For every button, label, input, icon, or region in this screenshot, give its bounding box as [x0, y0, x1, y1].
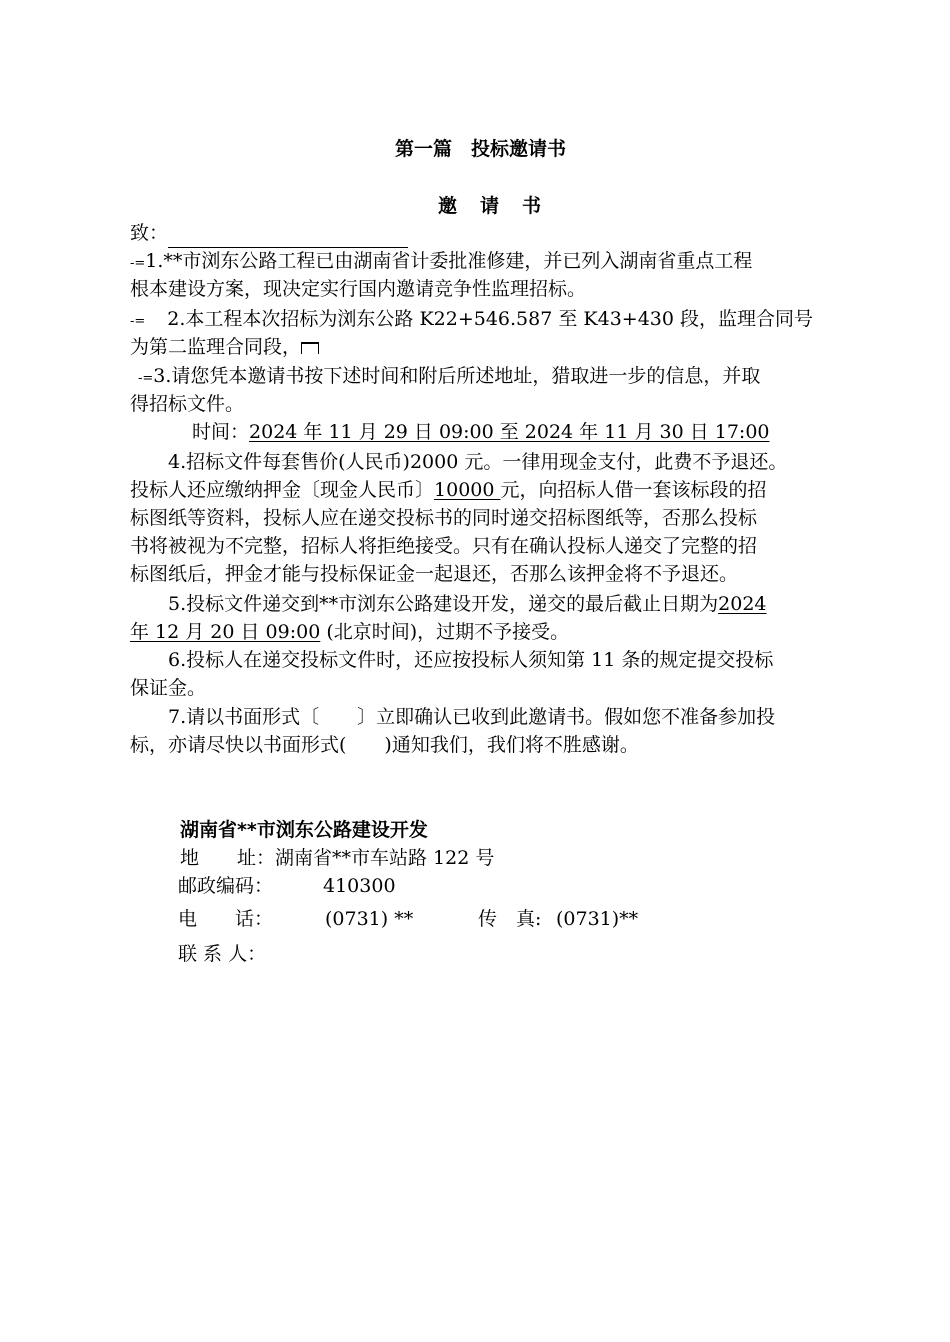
recipient-line [130, 219, 408, 248]
field-mark: -= [130, 314, 146, 329]
fax-value: (0731)** [556, 908, 639, 930]
para-3-line-2: 得招标文件。 [130, 393, 245, 415]
deadline-year: 2024 [718, 593, 767, 615]
para-2-text-2: 为第二监理合同段， [130, 336, 302, 358]
para-5-text-2: (北京时间)，过期不予接受。 [320, 621, 570, 643]
recipient-blank [168, 229, 408, 248]
para-2-text-1: 2.本工程本次招标为浏东公路 K22+546.587 至 K43+430 段，监理合同号 [167, 308, 814, 330]
part-title: 第一篇 投标邀请书 [395, 138, 567, 160]
para-7-line-1: 7.请以书面形式〔 〕立即确认已收到此邀请书。假如您不准备参加投 [168, 706, 776, 728]
para-4-line-4: 书将被视为不完整，招标人将拒绝接受。只有在确认投标人递交了完整的招 [130, 535, 758, 557]
para-4-text-2b: 元，向招标人借一套该标段的招 [500, 479, 767, 501]
time-value: 2024 年 11 月 29 日 09:00 至 2024 年 11 月 30 日 17:00 [249, 421, 770, 443]
address-label: 地 址： [180, 847, 276, 869]
to-label: 致： [130, 222, 169, 244]
deadline-date: 年 12 月 20 日 09:00 [130, 621, 321, 643]
phone-value: (0731) ** [325, 908, 414, 930]
field-bracket-icon [301, 342, 319, 354]
para-6-line-2: 保证金。 [130, 677, 207, 699]
fax-label: 传 真: [478, 908, 542, 930]
para-4-line-2 [130, 476, 767, 505]
contact-label: 联 系 人： [178, 943, 267, 965]
para-7-line-2: 标，亦请尽快以书面形式( )通知我们，我们将不胜感谢。 [130, 734, 639, 756]
org-name: 湖南省**市浏东公路建设开发 [180, 819, 428, 841]
para-5-line-2 [130, 618, 569, 647]
para-6-line-1: 6.投标人在递交投标文件时，还应按投标人须知第 11 条的规定提交投标 [168, 649, 774, 671]
para-3-line-1 [138, 362, 760, 393]
para-4-line-5: 标图纸后，押金才能与投标保证金一起退还，否那么该押金将不予退还。 [130, 563, 739, 585]
para-1-line-1 [130, 247, 752, 278]
para-1-text-1: 1.**市浏东公路工程已由湖南省计委批准修建，并已列入湖南省重点工程 [145, 250, 753, 272]
deposit-amount: 10000 [434, 479, 501, 501]
time-label: 时间： [192, 421, 250, 443]
field-mark: -= [130, 256, 146, 271]
para-4-line-3: 标图纸等资料，投标人应在递交投标书的同时递交招标图纸等，否那么投标 [130, 507, 758, 529]
para-5-text-1: 5.投标文件递交到**市浏东公路建设开发，递交的最后截止日期为 [168, 593, 719, 615]
address-value: 湖南省**市车站路 122 号 [275, 847, 495, 869]
phone-label: 电 话： [178, 908, 274, 930]
para-5-line-1 [168, 590, 767, 619]
address-line [180, 844, 494, 873]
para-2-line-2 [130, 333, 319, 362]
para-3-text-1: 3.请您凭本邀请书按下述时间和附后所述地址，猎取进一步的信息，并取 [153, 365, 761, 387]
para-4-text-2a: 投标人还应缴纳押金〔现金人民币〕 [130, 479, 435, 501]
para-2-line-1 [130, 305, 813, 336]
time-line [192, 418, 770, 447]
para-1-line-2: 根本建设方案，现决定实行国内邀请竞争性监理招标。 [130, 278, 587, 300]
doc-title: 邀 请 书 [438, 195, 544, 217]
postcode-label: 邮政编码： [178, 875, 274, 897]
postcode-value: 410300 [323, 875, 396, 897]
para-4-line-1: 4.招标文件每套售价(人民币)2000 元。一律用现金支付，此费不予退还。 [168, 451, 788, 473]
field-mark: -= [138, 371, 154, 386]
